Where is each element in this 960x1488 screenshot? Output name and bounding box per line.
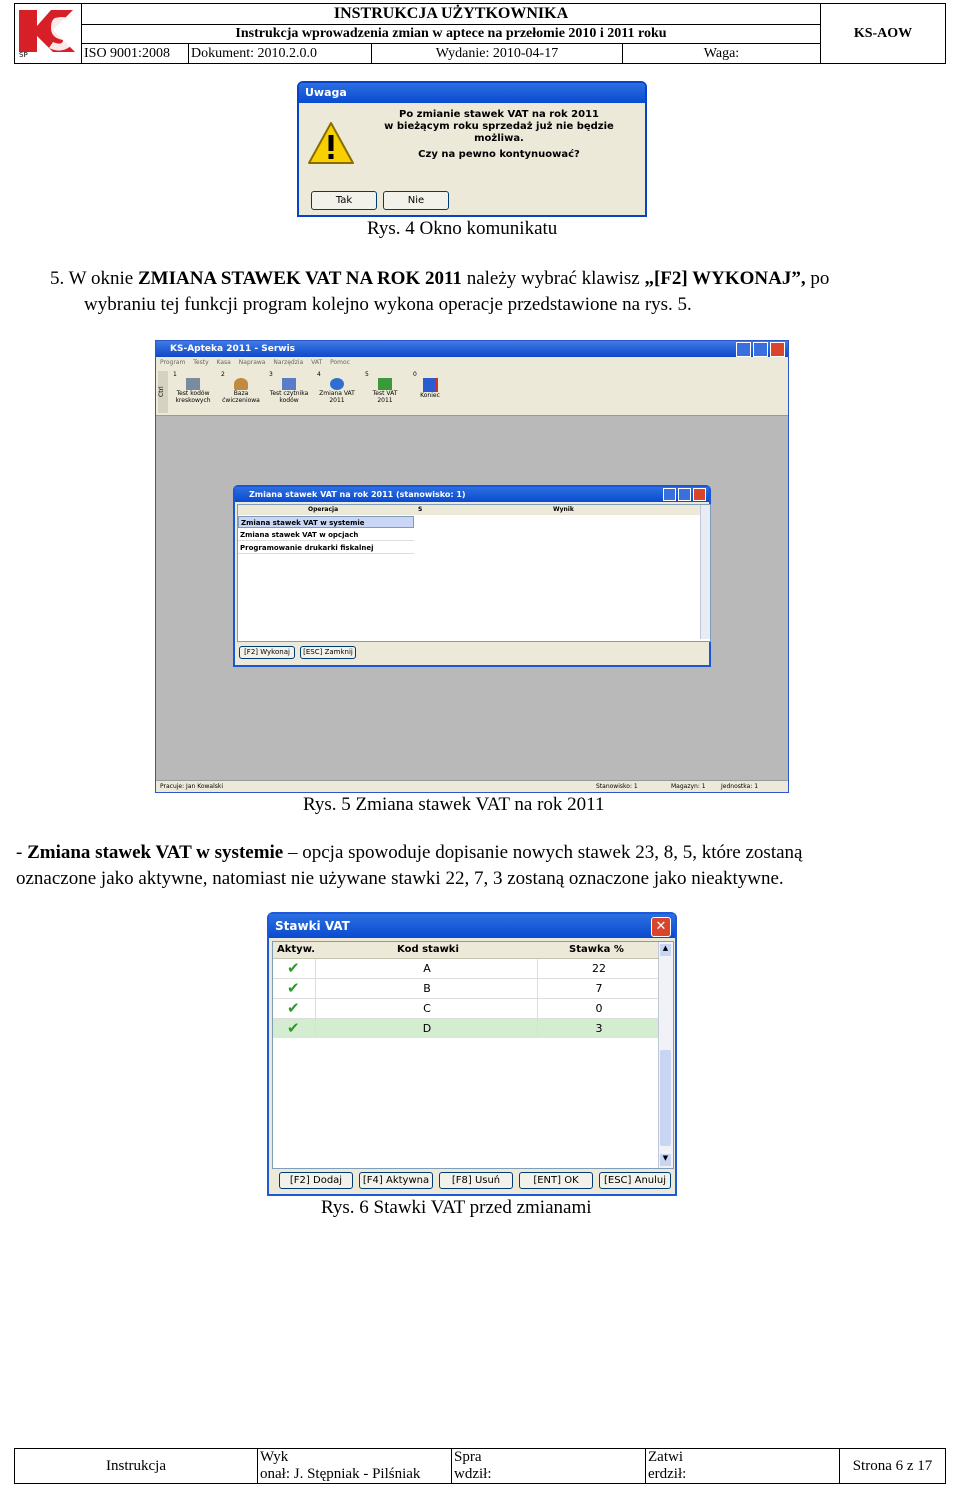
inner-minimize-icon[interactable] [663,488,676,501]
vat-close-icon[interactable]: ✕ [651,917,671,937]
vat-grid-header [273,942,659,959]
tool-reader-test[interactable]: 3 Test czytnika kodów [269,371,309,404]
cancel-button[interactable]: [ESC] Anuluj [599,1172,671,1189]
yes-button[interactable]: Tak [311,191,377,210]
operation-row-system[interactable]: Zmiana stawek VAT w systemie [238,516,414,528]
vat-row[interactable]: ✔ C 0 [273,999,659,1019]
step-5-end: po [805,268,830,289]
col-active: Aktyw. [277,944,316,955]
vat-change-dialog-title: Zmiana stawek VAT na rok 2011 (stanowisko: 1) [235,487,709,502]
status-user: Pracuje: Jan Kowalski [160,783,224,790]
step-5-window-name: ZMIANA STAWEK VAT NA ROK 2011 [137,268,462,289]
operations-grid-header [238,505,700,515]
col-result: Wynik [553,506,574,513]
vat-rates-grid [272,941,674,1169]
vat-system-description: – opcja spowoduje dopisanie nowych stawek 23, 8, 5, które zostaną [283,842,803,863]
page-number: Strona 6 z 17 [840,1449,946,1484]
tool-change-vat[interactable]: 4 Zmiana VAT 2011 [317,371,355,404]
footer-instruction: Instrukcja [15,1449,258,1484]
app-window-title: KS-Apteka 2011 - Serwis [156,341,788,357]
run-button[interactable]: [F2] Wykonaj [239,646,295,659]
menu-repair[interactable]: Naprawa [238,359,266,366]
iso-label: ISO 9001:2008 [82,44,189,64]
operation-row-printer[interactable]: Programowanie drukarki fiskalnej [238,542,414,554]
exit-door-icon [423,378,438,392]
vat-cycle-icon [330,378,344,390]
person-icon [234,378,248,390]
logo-sub: SP [19,51,28,58]
document-subtitle: Instrukcja wprowadzenia zmian w aptece na przełomie 2010 i 2011 roku [82,24,821,44]
app-statusbar [156,780,788,792]
status-unit: Jednostka: 1 [721,783,759,790]
vat-system-line-1 [16,840,802,866]
menu-help[interactable]: Pomoc [330,359,350,366]
minimize-icon[interactable] [736,342,751,357]
active-check-icon: ✔ [287,959,300,977]
toggle-active-button[interactable]: [F4] Aktywna [359,1172,433,1189]
no-button[interactable]: Nie [383,191,449,210]
menu-vat[interactable]: VAT [311,359,323,366]
vat-check-icon [378,378,392,390]
status-station: Stanowisko: 1 [596,783,638,790]
warning-line-1: Po zmianie stawek VAT na rok 2011 [399,109,599,120]
col-rate: Stawka % [569,944,624,955]
tool-exit[interactable]: 0 Koniec [413,371,440,399]
figure-5-caption: Rys. 5 Zmiana stawek VAT na rok 2011 [303,794,605,815]
step-5-key: „[F2] WYKONAJ”, [644,268,806,289]
warning-dialog-title: Uwaga [299,83,645,103]
add-button[interactable]: [F2] Dodaj [279,1172,353,1189]
vat-change-dialog [233,485,711,667]
active-check-icon: ✔ [287,1019,300,1037]
weight-label: Waga: [623,44,821,64]
edition-date: Wydanie: 2010-04-17 [372,44,623,64]
inner-maximize-icon[interactable] [678,488,691,501]
vat-row-selected[interactable]: ✔ D 3 [273,1019,659,1038]
footer-author: Wyk onał: J. Stępniak - Pilśniak [258,1449,452,1484]
figure-6-caption: Rys. 6 Stawki VAT przed zmianami [321,1197,592,1218]
scroll-down-icon[interactable]: ▼ [660,1154,671,1166]
operation-row-options[interactable]: Zmiana stawek VAT w opcjach [238,529,414,541]
tool-test-vat[interactable]: 5 Test VAT 2011 [365,371,398,404]
vat-scrollbar[interactable] [658,942,673,1168]
warning-dialog [297,81,647,217]
ks-logo-icon [15,4,81,58]
vat-row[interactable]: ✔ A 22 [273,959,659,979]
document-title: INSTRUKCJA UŻYTKOWNIKA [82,4,821,25]
operations-grid [237,504,711,642]
document-number: Dokument: 2010.2.0.0 [189,44,372,64]
col-operation: Operacja [308,506,339,513]
active-check-icon: ✔ [287,999,300,1017]
scroll-thumb[interactable] [660,1050,671,1146]
vat-system-option: Zmiana stawek VAT w systemie [27,842,284,863]
step-5-number: 5. W oknie [50,268,138,289]
warning-icon [307,121,355,165]
vat-rates-window [267,912,677,1196]
vat-system-dash: - [16,842,28,863]
col-code: Kod stawki [397,944,459,955]
scanner-icon [282,378,296,390]
vat-rates-title: Stawki VAT [269,914,675,938]
toolbar-side-label: Ctrl [158,371,168,413]
warning-line-2: w bieżącym roku sprzedaż już nie będzie możliwa. [384,121,614,144]
barcode-icon [186,378,200,390]
status-store: Magazyn: 1 [671,783,706,790]
app-window [155,340,789,793]
step-5-line-1 [50,266,829,292]
close-button[interactable]: [ESC] Zamknij [300,646,356,659]
active-check-icon: ✔ [287,979,300,997]
vat-system-line-2: oznaczone jako aktywne, natomiast nie używane stawki 22, 7, 3 zostaną oznaczone jako nieaktywne. [16,868,784,889]
col-s: S [418,506,423,513]
menu-tests[interactable]: Testy [193,359,209,366]
step-5-mid: należy wybrać klawisz [461,268,645,289]
step-5-line-2: wybraniu tej funkcji program kolejno wykona operacje przedstawione na rys. 5. [84,294,692,315]
tool-barcode-test[interactable]: 1 Test kodów kreskowych [173,371,211,404]
footer-checked: Spra wdził: [452,1449,646,1484]
company-logo [15,4,82,64]
app-menubar [156,357,788,369]
figure-4-caption: Rys. 4 Okno komunikatu [367,218,558,239]
close-icon[interactable] [770,342,785,357]
document-code: KS-AOW [821,4,946,64]
delete-button[interactable]: [F8] Usuń [439,1172,513,1189]
document-header [14,3,946,64]
operations-scrollbar[interactable] [700,505,710,639]
menu-cash[interactable]: Kasa [216,359,231,366]
app-toolbar [156,369,788,416]
inner-close-icon[interactable] [693,488,706,501]
warning-question: Czy na pewno kontynuować? [418,149,580,160]
menu-tools[interactable]: Narzędzia [273,359,304,366]
menu-program[interactable]: Program [160,359,186,366]
document-footer [14,1448,946,1484]
tool-training-db[interactable]: 2 Baza ćwiczeniowa [221,371,260,404]
vat-row[interactable]: ✔ B 7 [273,979,659,999]
ok-button[interactable]: [ENT] OK [519,1172,593,1189]
footer-approved: Zatwi erdził: [646,1449,840,1484]
scroll-up-icon[interactable]: ▲ [660,944,671,956]
maximize-icon[interactable] [753,342,768,357]
